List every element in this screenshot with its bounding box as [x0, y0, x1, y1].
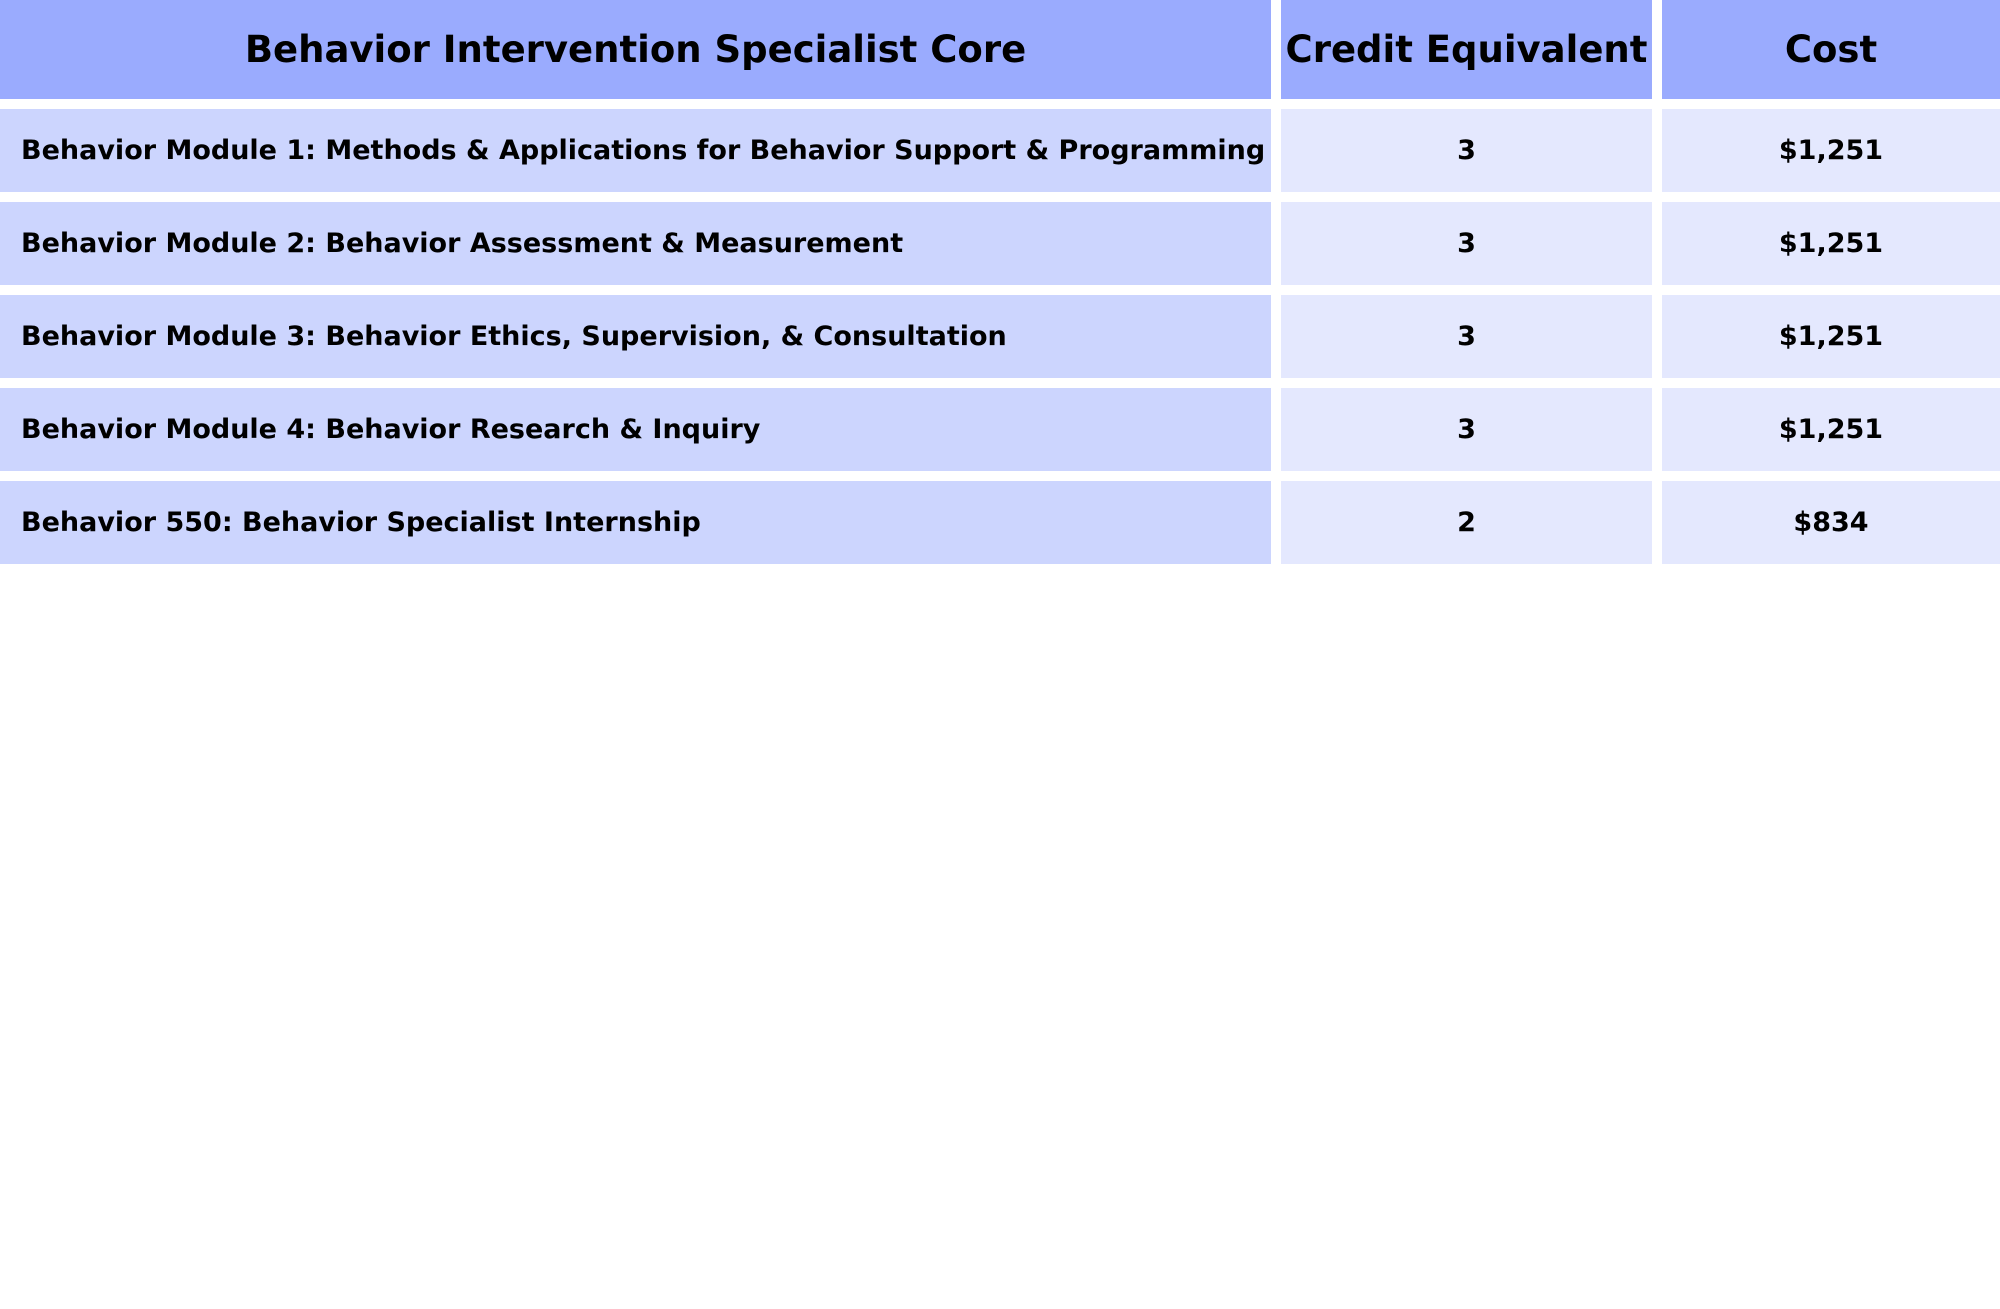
credit-cell: 3: [1281, 295, 1652, 378]
credit-cell: 3: [1281, 388, 1652, 471]
table-row: [0, 481, 2000, 564]
credit-cell: 2: [1281, 481, 1652, 564]
cost-cell: $1,251: [1662, 388, 2000, 471]
header-cost: Cost: [1662, 0, 2000, 99]
cost-cell: $834: [1662, 481, 2000, 564]
table-row: [0, 109, 2000, 192]
course-name-cell: Behavior Module 1: Methods & Applications for Behavior Support & Programming: [0, 109, 1271, 192]
course-name-cell: Behavior Module 2: Behavior Assessment & Measurement: [0, 202, 1271, 285]
table-row: [0, 388, 2000, 471]
header-credit-equivalent: Credit Equivalent: [1281, 0, 1652, 99]
header-course-name: Behavior Intervention Specialist Core: [0, 0, 1271, 99]
course-name-cell: Behavior Module 4: Behavior Research & Inquiry: [0, 388, 1271, 471]
course-name-cell: Behavior Module 3: Behavior Ethics, Supervision, & Consultation: [0, 295, 1271, 378]
cost-cell: $1,251: [1662, 109, 2000, 192]
table-row: [0, 202, 2000, 285]
credit-cell: 3: [1281, 202, 1652, 285]
cost-cell: $1,251: [1662, 202, 2000, 285]
credit-cell: 3: [1281, 109, 1652, 192]
course-name-cell: Behavior 550: Behavior Specialist Internship: [0, 481, 1271, 564]
table-header-row: [0, 0, 2000, 99]
table-row: [0, 295, 2000, 378]
cost-cell: $1,251: [1662, 295, 2000, 378]
